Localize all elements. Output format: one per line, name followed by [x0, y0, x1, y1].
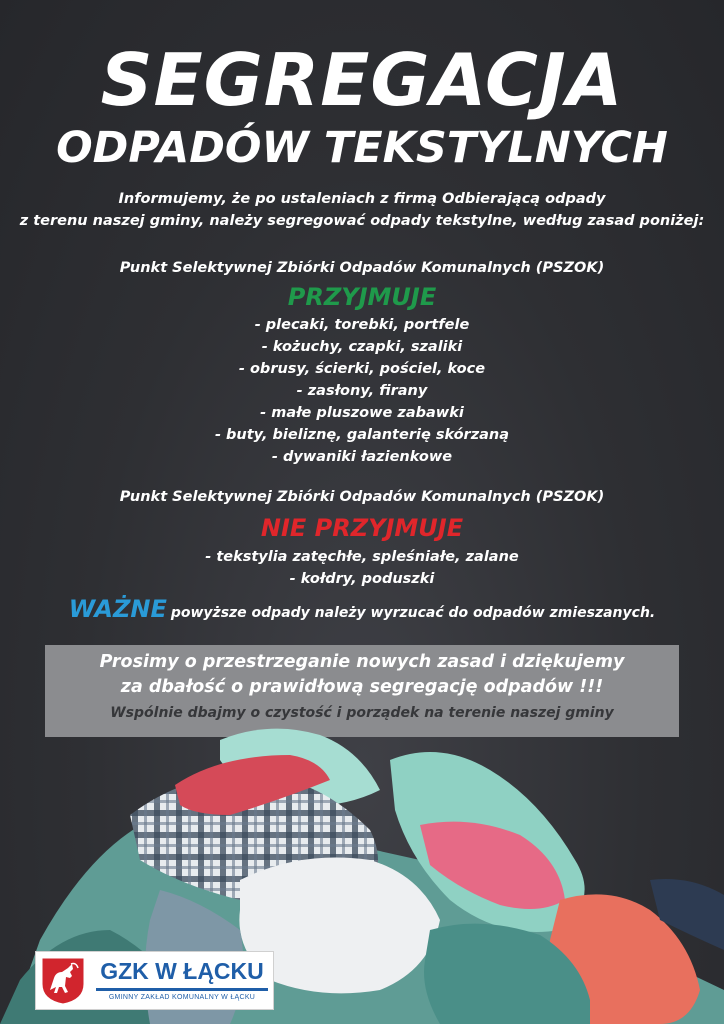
list-item: - kołdry, poduszki — [289, 571, 435, 587]
intro-line-2: z terenu naszej gminy, należy segregować odpady tekstylne, według zasad poniżej: — [19, 213, 705, 229]
logo-name: GZK W ŁĄCKU — [100, 958, 264, 984]
notice-line-2: za dbałość o prawidłową segregację odpadów !!! — [120, 677, 604, 697]
intro-text — [0, 188, 724, 232]
notice-line-1: Prosimy o przestrzeganie nowych zasad i dziękujemy — [99, 652, 625, 672]
list-item: - dywaniki łazienkowe — [271, 449, 453, 465]
gzk-logo — [35, 951, 274, 1010]
list-item: - tekstylia zatęchłe, spleśniałe, zalane — [205, 549, 519, 565]
list-item: - małe pluszowe zabawki — [260, 405, 464, 421]
logo-divider — [96, 988, 268, 991]
accepts-heading: PRZYJMUJE — [287, 283, 437, 311]
list-item: - kożuchy, czapki, szaliki — [261, 339, 463, 355]
page-subtitle: ODPADÓW TEKSTYLNYCH — [56, 123, 668, 173]
list-item: - zasłony, firany — [296, 383, 428, 399]
important-note — [0, 595, 724, 627]
important-text: powyższe odpady należy wyrzucać do odpadów zmieszanych. — [170, 605, 656, 621]
intro-line-1: Informujemy, że po ustaleniach z firmą Odbierającą odpady — [118, 191, 606, 207]
list-item: - buty, bieliznę, galanterię skórzaną — [214, 427, 510, 443]
accepts-label: Punkt Selektywnej Zbiórki Odpadów Komunalnych (PSZOK) — [119, 260, 605, 276]
rejects-heading: NIE PRZYJMUJE — [260, 514, 464, 542]
page-title: SEGREGACJA — [100, 38, 624, 122]
notice-line-3: Wspólnie dbajmy o czystość i porządek na terenie naszej gminy — [110, 705, 614, 721]
rejects-label: Punkt Selektywnej Zbiórki Odpadów Komunalnych (PSZOK) — [119, 489, 605, 505]
list-item: - obrusy, ścierki, pościel, koce — [238, 361, 486, 377]
rejects-list — [0, 546, 724, 590]
goat-shield-icon — [40, 956, 86, 1005]
accepts-list — [0, 314, 724, 468]
list-item: - plecaki, torebki, portfele — [254, 317, 470, 333]
logo-subtitle: GMINNY ZAKŁAD KOMUNALNY W ŁĄCKU — [108, 994, 256, 1001]
important-keyword: WAŻNE — [68, 595, 167, 623]
